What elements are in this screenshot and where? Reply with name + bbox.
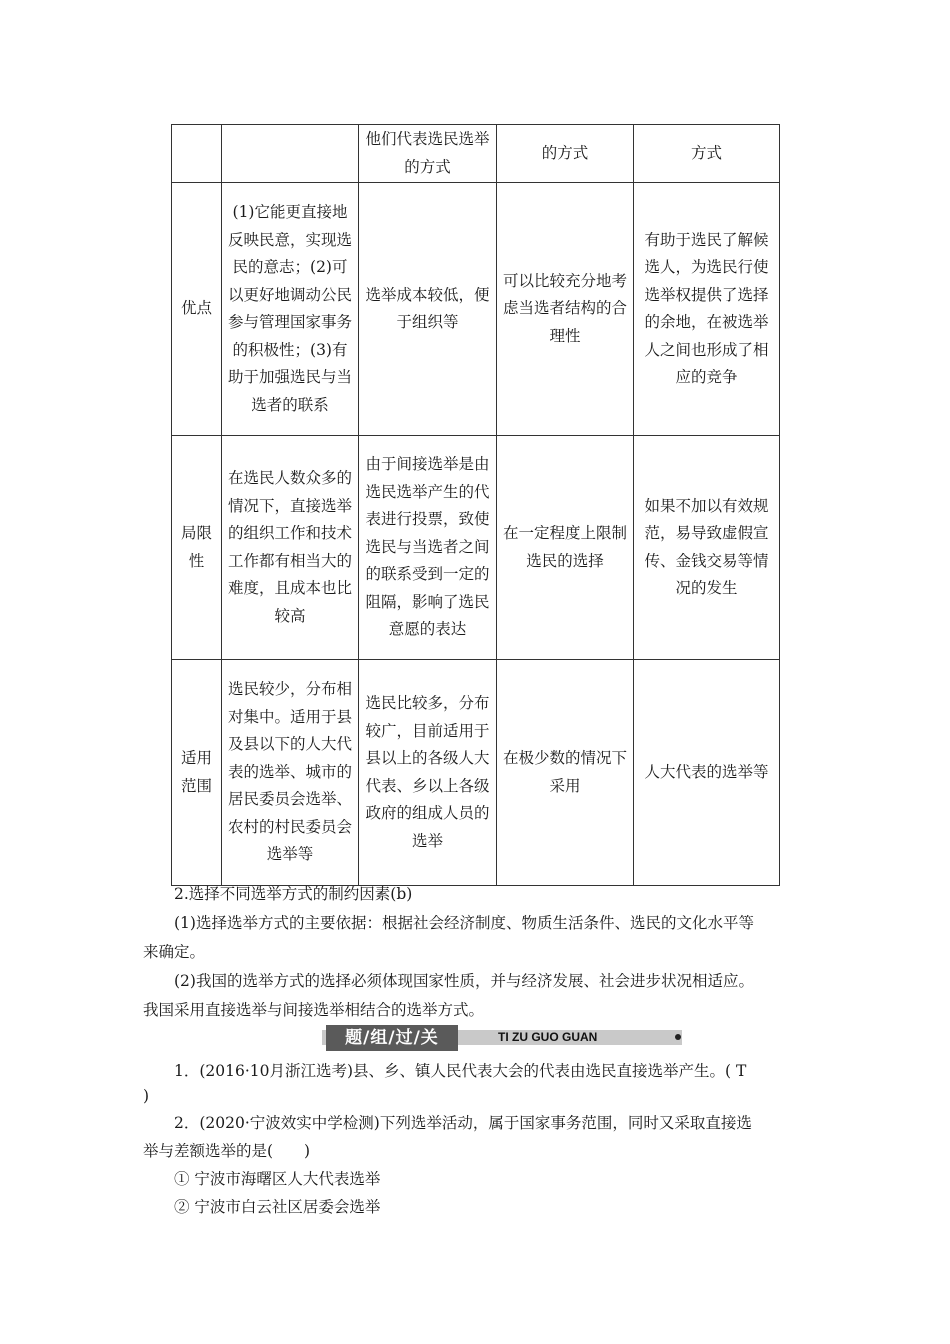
paragraph-line: (2)我国的选举方式的选择必须体现国家性质，并与经济发展、社会进步状况相适应。 <box>174 972 754 990</box>
row-label: 优点 <box>172 183 222 436</box>
table-cell: 可以比较充分地考虑当选者结构的合理性 <box>497 183 634 436</box>
question-line: ) <box>143 1087 150 1105</box>
table-cell: 在一定程度上限制选民的选择 <box>497 436 634 660</box>
option-item: ② 宁波市白云社区居委会选举 <box>174 1198 381 1216</box>
paragraph-line: 来确定。 <box>143 943 206 961</box>
header-cell: 的方式 <box>497 125 634 183</box>
table-cell: (1)它能更直接地反映民意，实现选民的意志；(2)可以更好地调动公民参与管理国家事务的积极性；(3)有助于加强选民与当选者的联系 <box>222 183 359 436</box>
question-line: 举与差额选举的是( ) <box>143 1142 311 1160</box>
row-label: 适用范围 <box>172 660 222 886</box>
header-cell <box>222 125 359 183</box>
banner-pinyin: TI ZU GUO GUAN <box>498 1030 598 1044</box>
section-banner <box>322 1025 682 1051</box>
table-cell: 在极少数的情况下采用 <box>497 660 634 886</box>
banner-dot-icon <box>675 1034 681 1040</box>
option-item: ① 宁波市海曙区人大代表选举 <box>174 1170 381 1188</box>
paragraph-line: (1)选择选举方式的主要依据：根据社会经济制度、物质生活条件、选民的文化水平等 <box>174 914 754 932</box>
table-cell: 由于间接选举是由选民选举产生的代表进行投票，致使选民与当选者之间的联系受到一定的阻隔，影响了选民意愿的表达 <box>359 436 497 660</box>
table-cell: 如果不加以有效规范，易导致虚假宣传、金钱交易等情况的发生 <box>634 436 780 660</box>
table-row-scope <box>172 660 780 886</box>
paragraph-line: 我国采用直接选举与间接选举相结合的选举方式。 <box>143 1001 485 1019</box>
election-comparison-table <box>171 124 780 886</box>
banner-title: 题/组/过/关 <box>326 1025 458 1051</box>
table-cell: 选民比较多，分布较广，目前适用于县以上的各级人大代表、乡以上各级政府的组成人员的选举 <box>359 660 497 886</box>
header-cell: 方式 <box>634 125 780 183</box>
table-header-row <box>172 125 780 183</box>
table-row-limitations <box>172 436 780 660</box>
table-cell: 在选民人数众多的情况下，直接选举的组织工作和技术工作都有相当大的难度，且成本也比较高 <box>222 436 359 660</box>
question-line: 1．(2016·10月浙江选考)县、乡、镇人民代表大会的代表由选民直接选举产生。( T <box>174 1062 747 1080</box>
header-cell: 他们代表选民选举的方式 <box>359 125 497 183</box>
table-cell: 人大代表的选举等 <box>634 660 780 886</box>
row-label: 局限性 <box>172 436 222 660</box>
table-row-advantages <box>172 183 780 436</box>
table-cell: 选民较少，分布相对集中。适用于县及县以下的人大代表的选举、城市的居民委员会选举、农村的村民委员会选举等 <box>222 660 359 886</box>
table-cell: 有助于选民了解候选人，为选民行使选举权提供了选择的余地，在被选举人之间也形成了相应的竞争 <box>634 183 780 436</box>
table-cell: 选举成本较低，便于组织等 <box>359 183 497 436</box>
section-title: 2.选择不同选举方式的制约因素(b) <box>174 885 413 903</box>
question-line: 2．(2020·宁波效实中学检测)下列选举活动，属于国家事务范围，同时又采取直接选 <box>174 1114 752 1132</box>
header-cell <box>172 125 222 183</box>
